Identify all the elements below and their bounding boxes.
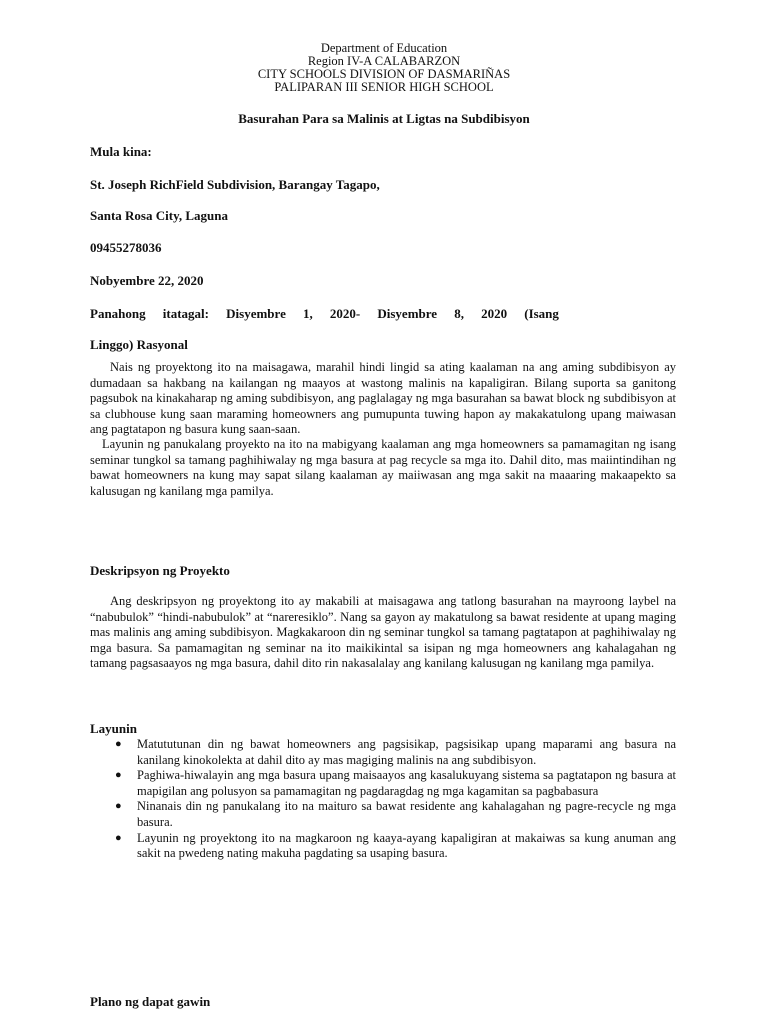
layunin-heading: Layunin [90,721,137,736]
rasyonal-paragraph-1: Nais ng proyektong ito na maisagawa, marahil hindi lingid sa ating kaalaman na ang aming subdibisyon ay dumadaan sa hakbang na kailangan ng maayos at wastong malinis na kapaligiran. Bilang suporta sa ganitong pagsubok na kinakaharap ng aming subdibisyon, ang paglalagay ng mga basurahan sa bawat block ng subdibisyon at sa clubhouse kung saan maraming homeowners ang pumupunta tuwing hapon ay makakatulong upang maiwasan ang pagtatapon ng basura kung saan-saan. [90,360,676,437]
period-word: 2020- [329,306,361,321]
letterhead [0,42,768,94]
layunin-list [90,737,676,862]
project-period [90,306,559,322]
address-line-2: Santa Rosa City, Laguna [90,208,228,223]
period-word: itatagal: [162,306,209,321]
document-title: Basurahan Para sa Malinis at Ligtas na Subdibisyon [238,111,530,126]
plano-heading: Plano ng dapat gawin [90,994,211,1009]
from-label: Mula kina: [90,144,152,159]
division-name: CITY SCHOOLS DIVISION OF DASMARIÑAS [257,67,511,81]
list-item [90,737,676,768]
list-item [90,799,676,830]
rasyonal-paragraph-2: Layunin ng panukalang proyekto na ito na mabigyang kaalaman ang mga homeowners sa pamamagitan ng isang seminar tungkol sa tamang paghihiwalay ng mga basura at pag recycle sa mga ito. Dahil dito, mas maiintindihan ng bawat homeowners na kung may sapat silang kaalaman ay maiiwasan ang mga sakit na maaaring makaapekto sa kalusugan ng kanilang mga pamilya. [90,437,676,498]
list-item-text: Paghiwa-hiwalayin ang mga basura upang maisaayos ang kasalukuyang sistema sa pagtatapon ng basura at mapigilan ang polusyon sa pamamagitan ng pagdaragdag ng mga kagamitan sa pagbabasura [137,768,676,798]
deskripsyon-heading: Deskripsyon ng Proyekto [90,563,230,578]
department-name: Department of Education [320,41,448,55]
list-item [90,831,676,862]
rasyonal-heading: Linggo) Rasyonal [90,337,188,352]
list-item [90,768,676,799]
phone-number: 09455278036 [90,240,162,255]
period-word: Disyembre [226,306,286,321]
address-line-1: St. Joseph RichField Subdivision, Barangay Tagapo, [90,177,380,192]
list-item-text: Matututunan din ng bawat homeowners ang pagsisikap, pagsisikap upang maparami ang basura na kanilang kinokolekta at dahil dito ay mas magiging malinis na ang subdibisyon. [137,737,676,767]
date: Nobyembre 22, 2020 [90,273,204,288]
period-word: 8, [454,306,464,321]
period-word: 1, [302,306,313,321]
deskripsyon-paragraph: Ang deskripsyon ng proyektong ito ay makabili at maisagawa ang tatlong basurahan na mayroong laybel na “nabubulok” “hindi-nabubulok” at “nareresiklo”. Nang sa gayon ay makatulong sa bawat residente at upang maging mas malinis ang aming subdibisyon. Magkakaroon din ng seminar tungkol sa tamang pagtatapon at paghihiwalay ng mga basura. Sa pamamagitan ng seminar na ito maikikintal sa isipan ng mga homeowners ang kahalagahan ng tamang pagsasaayos ng mga basura, dahil dito rin nakasalalay ang kanilang kalusugan ng kanilang mga pamilya. [90,594,676,671]
period-word: Panahong [90,306,146,321]
bullet-icon: ● [115,800,122,813]
bullet-icon: ● [115,769,122,782]
region-name: Region IV-A CALABARZON [307,54,461,68]
period-word: 2020 [481,306,508,321]
bullet-icon: ● [115,831,122,844]
bullet-icon: ● [115,738,122,750]
list-item-text: Ninanais din ng panukalang ito na maituro sa bawat residente ang kahalagahan ng pagre-recycle ng mga basura. [137,799,676,829]
list-item-text: Layunin ng proyektong ito na magkaroon ng kaaya-ayang kapaligiran at makaiwas sa kung anuman ang sakit na pwedeng nating makuha pagdating sa usaping basura. [137,830,676,861]
period-word: Disyembre [377,306,438,321]
period-word: (Isang [524,306,559,321]
school-name: PALIPARAN III SENIOR HIGH SCHOOL [274,80,494,94]
